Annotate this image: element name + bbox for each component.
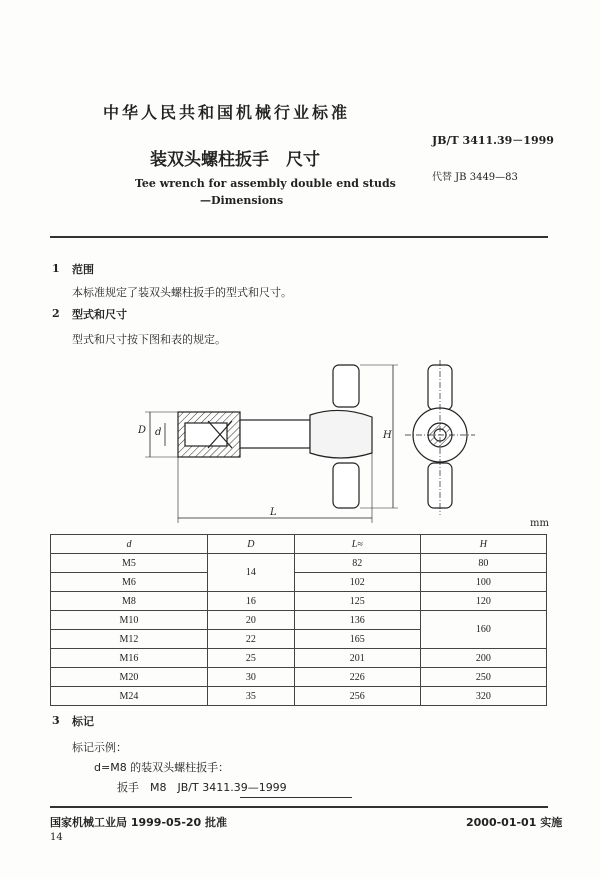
cell-L: 136 (294, 611, 420, 630)
title-en-sub: —Dimensions (200, 194, 284, 207)
cell-L: 256 (294, 687, 420, 706)
cell-d: M16 (51, 649, 208, 668)
header-divider (50, 236, 548, 238)
section-2-title: 型式和尺寸 (72, 308, 127, 321)
title-cn: 装双头螺柱扳手 尺寸 (150, 150, 320, 170)
label-L: L (270, 507, 277, 518)
title-en: Tee wrench for assembly double end studs (135, 177, 396, 190)
section-2-number: 2 (52, 307, 60, 320)
section-2-text: 型式和尺寸按下图和表的规定。 (72, 333, 226, 346)
table-row (51, 592, 547, 611)
table-row (51, 611, 547, 630)
cell-D: 20 (207, 611, 294, 630)
section-1-text: 本标准规定了装双头螺柱扳手的型式和尺寸。 (72, 286, 292, 299)
org-title: 中华人民共和国机械行业标准 (103, 103, 351, 122)
cell-D: 35 (207, 687, 294, 706)
cell-d: M6 (51, 573, 208, 592)
standard-number: JB/T 3411.39－1999 (432, 134, 554, 147)
dimensions-table (50, 534, 547, 706)
cell-D: 22 (207, 630, 294, 649)
header-D: D (207, 535, 294, 554)
cell-d: M10 (51, 611, 208, 630)
handle-top (333, 365, 359, 407)
label-H: H (383, 430, 392, 441)
table-row (51, 668, 547, 687)
cell-D: 30 (207, 668, 294, 687)
cell-H: 160 (420, 611, 546, 649)
cell-H: 120 (420, 592, 546, 611)
handle-bottom (333, 463, 359, 508)
cell-d: M8 (51, 592, 208, 611)
shaft (240, 420, 310, 448)
cell-d: M20 (51, 668, 208, 687)
section-1-number: 1 (52, 262, 60, 275)
section-3-number: 3 (52, 714, 60, 727)
cell-d: M5 (51, 554, 208, 573)
approval-note: 国家机械工业局 1999-05-20 批准 (50, 816, 228, 829)
marking-example: 扳手 M8 JB/T 3411.39—1999 (117, 781, 287, 794)
cell-d: M12 (51, 630, 208, 649)
label-d: d (155, 427, 162, 438)
cell-L: 201 (294, 649, 420, 668)
cell-D: 25 (207, 649, 294, 668)
table-header-row (51, 535, 547, 554)
effective-date: 2000-01-01 实施 (466, 816, 563, 829)
cell-L: 125 (294, 592, 420, 611)
header-d: d (51, 535, 208, 554)
cell-d: M24 (51, 687, 208, 706)
table-row (51, 687, 547, 706)
section-1-title: 范围 (72, 263, 94, 276)
marking-example-label: 标记示例： (72, 741, 127, 754)
marking-description: d=M8 的装双头螺柱扳手： (94, 761, 230, 774)
cell-L: 165 (294, 630, 420, 649)
cell-H: 200 (420, 649, 546, 668)
header-L: L≈ (294, 535, 420, 554)
table-row (51, 573, 547, 592)
cell-D: 14 (207, 554, 294, 592)
page-number: 14 (50, 832, 63, 843)
cell-L: 102 (294, 573, 420, 592)
cell-D: 16 (207, 592, 294, 611)
cell-L: 226 (294, 668, 420, 687)
header-H: H (420, 535, 546, 554)
footer-divider (50, 806, 548, 808)
cell-H: 100 (420, 573, 546, 592)
label-D: D (138, 425, 147, 436)
section-3-title: 标记 (72, 715, 94, 728)
cell-H: 320 (420, 687, 546, 706)
end-rule (240, 797, 352, 798)
tee-wrench-drawing (0, 355, 600, 530)
cell-L: 82 (294, 554, 420, 573)
table-row (51, 554, 547, 573)
cell-H: 80 (420, 554, 546, 573)
replaces-note: 代替 JB 3449—83 (432, 172, 518, 183)
unit-label: mm (530, 518, 549, 529)
cell-H: 250 (420, 668, 546, 687)
table-row (51, 649, 547, 668)
